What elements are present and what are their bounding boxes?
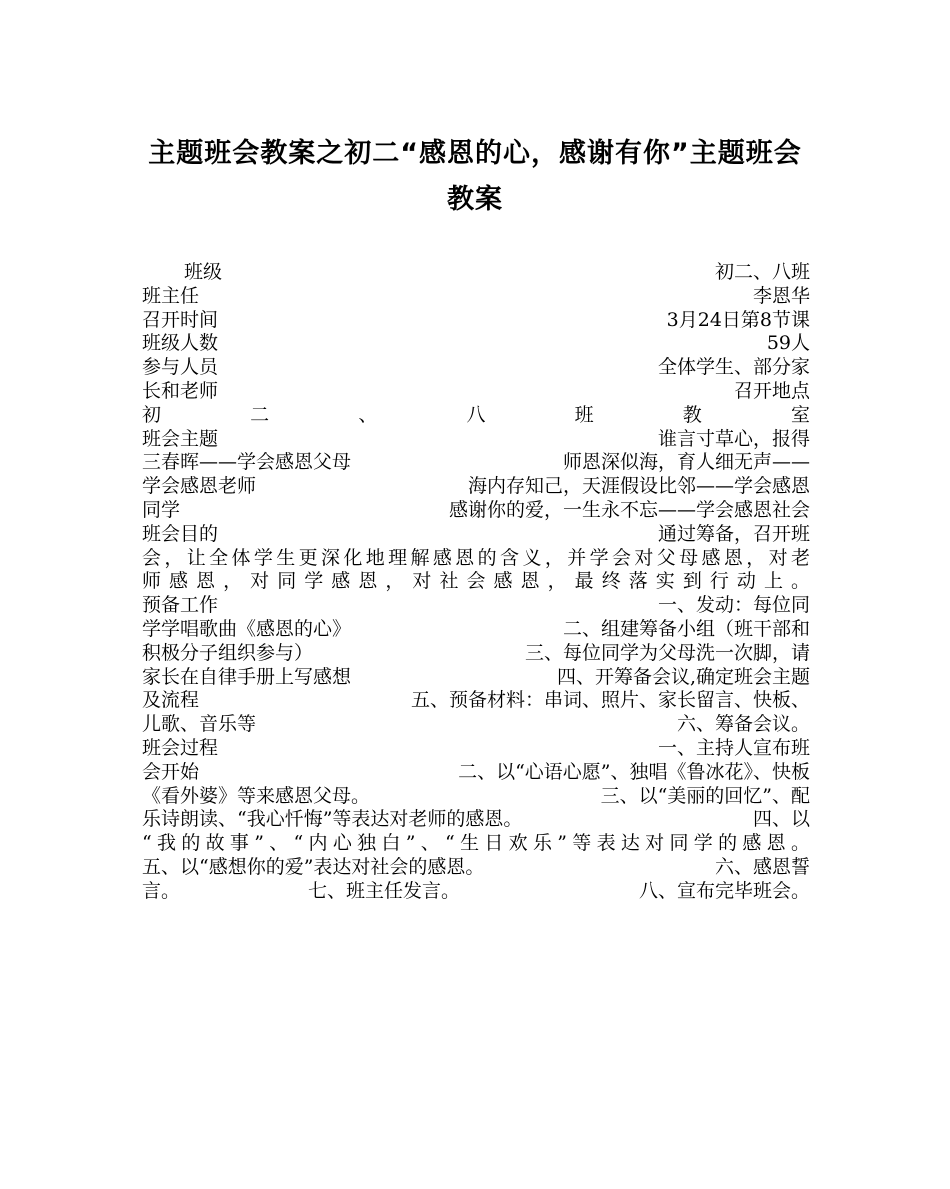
text-line xyxy=(142,688,810,712)
justified-char: 初 xyxy=(142,403,162,426)
line-right-text: 感谢你的爱，一生永不忘——学会感恩社会 xyxy=(448,499,810,521)
line-right-text: 召开地点 xyxy=(733,380,810,402)
line-right-text: 通过筹备，召开班 xyxy=(657,522,810,545)
text-line xyxy=(142,379,810,403)
line-middle-text: 七、班主任发言。 xyxy=(308,879,461,902)
text-line xyxy=(142,593,810,617)
line-left-text: 儿歌、音乐等 xyxy=(142,713,257,736)
line-left-text: 预备工作 xyxy=(142,594,219,617)
line-right-text: 师恩深似海，育人细无声—— xyxy=(562,451,810,474)
text-line xyxy=(142,546,810,570)
title-line-2: 教案 xyxy=(447,184,503,215)
text-line xyxy=(142,665,810,689)
line-right-text: 初二、八班 xyxy=(714,261,810,283)
text-line xyxy=(142,260,810,284)
line-right-text: 二、以“心语心愿”、独唱《鲁冰花》、快板 xyxy=(458,760,810,783)
justified-line xyxy=(142,403,810,427)
text-line xyxy=(142,331,810,355)
text-line xyxy=(142,831,810,855)
line-right-text: 一、主持人宣布班 xyxy=(657,737,810,759)
justified-char: 室 xyxy=(790,403,810,426)
text-line xyxy=(142,712,810,736)
line-left-text: 参与人员 xyxy=(142,356,219,379)
text-line xyxy=(142,308,810,332)
line-left-text: 长和老师 xyxy=(142,380,219,402)
line-right-text: 六、筹备会议。 xyxy=(676,713,810,736)
line-left-text: 乐诗朗读、“我心忏悔”等表达对老师的感恩。 xyxy=(142,808,523,831)
line-left-text: 班会过程 xyxy=(142,737,219,759)
text-line xyxy=(142,355,810,379)
line-right-text: 三、以“美丽的回忆”、配 xyxy=(600,784,810,807)
text-line xyxy=(142,617,810,641)
line-left-text: 会开始 xyxy=(142,760,200,783)
justified-char: 八 xyxy=(466,403,486,426)
text-line xyxy=(142,879,810,903)
line-right-text: 一、发动：每位同 xyxy=(657,594,810,617)
text-line xyxy=(142,403,810,427)
text-line xyxy=(142,498,810,522)
line-left-text: 班会主题 xyxy=(142,427,219,450)
text-line xyxy=(142,427,810,451)
line-left-text: 班会目的 xyxy=(142,522,219,545)
line-right-text: 3月24日第8节课 xyxy=(666,308,810,331)
line-right-text: 四、开筹备会议,确定班会主题 xyxy=(556,665,810,688)
line-left-text: 学学唱歌曲《感恩的心》 xyxy=(142,618,352,640)
line-right-text: 谁言寸草心，报得 xyxy=(657,427,810,450)
line-left-text: 积极分子组织参与） xyxy=(142,641,314,664)
line-right-text: 八、宣布完毕班会。 xyxy=(638,879,810,902)
line-right-text: 六、感恩誓 xyxy=(714,856,810,878)
justified-char: 、 xyxy=(358,403,378,426)
line-left-text: 同学 xyxy=(142,499,181,521)
line-right-text: 五、预备材料：串词、照片、家长留言、快板、 xyxy=(410,689,810,712)
full-line-text: 师感恩，对同学感恩，对社会感恩，最终落实到行动上。 xyxy=(142,570,810,593)
document-title xyxy=(132,131,818,223)
text-line xyxy=(142,784,810,808)
line-left-text: 家长在自律手册上写感想 xyxy=(142,665,352,688)
line-right-text: 李恩华 xyxy=(752,284,810,307)
text-line xyxy=(142,736,810,760)
line-left-text: 《看外婆》等来感恩父母。 xyxy=(142,784,371,807)
line-left-text: 班主任 xyxy=(142,284,200,307)
line-left-text: 三春晖——学会感恩父母 xyxy=(142,451,352,474)
text-line xyxy=(142,474,810,498)
text-line xyxy=(142,855,810,879)
line-right-text: 海内存知己，天涯假设比邻——学会感恩 xyxy=(467,475,810,498)
line-right-text: 四、以 xyxy=(752,808,810,831)
line-left-text: 班级人数 xyxy=(142,332,219,355)
line-right-text: 全体学生、部分家 xyxy=(657,356,810,379)
line-left-text: 班级 xyxy=(184,261,223,283)
line-left-text: 召开时间 xyxy=(142,308,219,331)
line-left-text: 言。 xyxy=(142,879,181,902)
text-line xyxy=(142,807,810,831)
text-line xyxy=(142,284,810,308)
line-right-text: 三、每位同学为父母洗一次脚，请 xyxy=(524,641,810,664)
justified-char: 二 xyxy=(250,403,270,426)
text-line xyxy=(142,450,810,474)
line-left-text: 五、以“感想你的爱”表达对社会的感恩。 xyxy=(142,856,485,878)
justified-char: 教 xyxy=(682,403,702,426)
title-line-1: 主题班会教案之初二“感恩的心，感谢有你”主题班会 xyxy=(148,138,802,169)
line-right-text: 二、组建筹备小组（班干部和 xyxy=(562,618,810,640)
text-line xyxy=(142,569,810,593)
line-right-text: 59人 xyxy=(766,332,810,355)
justified-char: 班 xyxy=(574,403,594,426)
full-line-text: 会，让全体学生更深化地理解感恩的含义，并学会对父母感恩，对老 xyxy=(142,546,810,569)
text-line xyxy=(142,522,810,546)
line-left-text: 学会感恩老师 xyxy=(142,475,257,498)
line-left-text: 及流程 xyxy=(142,689,200,712)
text-line xyxy=(142,760,810,784)
full-line-text: “我的故事”、“内心独白”、“生日欢乐”等表达对同学的感恩。 xyxy=(142,832,810,855)
text-line xyxy=(142,641,810,665)
